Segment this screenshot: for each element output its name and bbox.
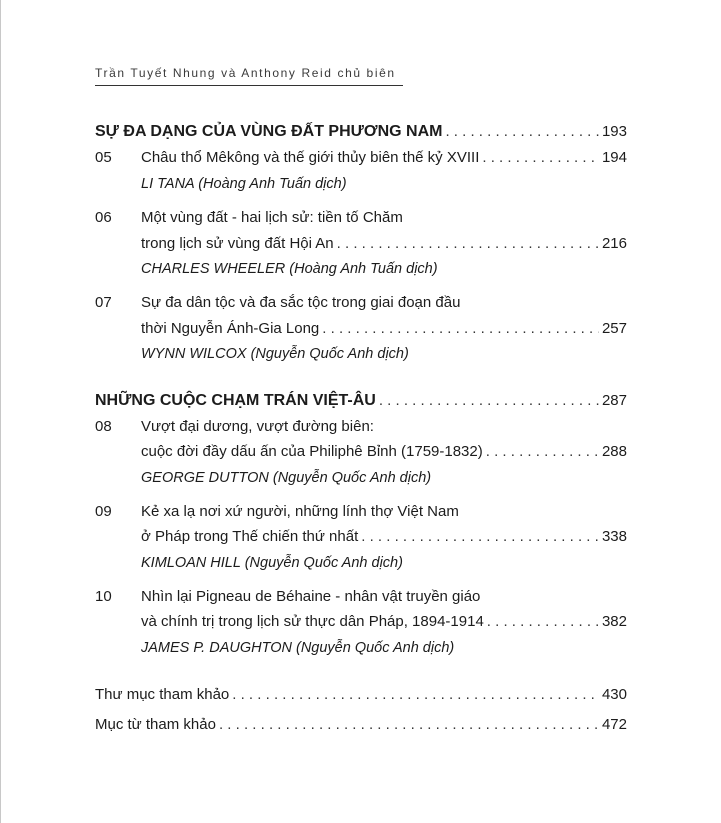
- dot-leader: [487, 612, 599, 632]
- author-name: CHARLES WHEELER: [141, 261, 286, 277]
- author-name: LI TANA: [141, 176, 195, 192]
- chapter-title-line-1: Vượt đại dương, vượt đường biên:: [141, 418, 374, 435]
- dot-leader: [232, 685, 599, 705]
- chapter-title-line-1: Một vùng đất - hai lịch sử: tiền tố Chăm: [141, 209, 403, 226]
- toc-chapter-06-line-2[interactable]: [141, 234, 627, 254]
- toc-chapter-07-line-2[interactable]: [141, 319, 627, 339]
- chapter-title-line-2: ở Pháp trong Thế chiến thứ nhất: [141, 528, 359, 545]
- page-number: 472: [601, 716, 627, 733]
- author-name: WYNN WILCOX: [141, 346, 247, 362]
- chapter-number: 08: [95, 418, 112, 435]
- running-head: Trần Tuyết Nhung và Anthony Reid chủ biên: [95, 66, 396, 80]
- toc-section-2[interactable]: [95, 391, 627, 411]
- chapter-author: [141, 344, 409, 364]
- chapter-author: [141, 174, 347, 194]
- dot-leader: [486, 442, 599, 462]
- translator: (Nguyễn Quốc Anh dịch): [250, 346, 409, 362]
- toc-chapter-09[interactable]: [95, 502, 627, 522]
- chapter-author: [141, 259, 438, 279]
- page-left-edge: [0, 0, 1, 823]
- backmatter-title: Mục từ tham khảo: [95, 716, 216, 733]
- dot-leader: [337, 234, 599, 254]
- author-name: JAMES P. DAUGHTON: [141, 640, 292, 656]
- toc-chapter-05[interactable]: [95, 148, 627, 168]
- page-number: 194: [601, 149, 627, 166]
- chapter-title-line-1: Kẻ xa lạ nơi xứ người, những lính thợ Việt Nam: [141, 503, 459, 520]
- section-title: SỰ ĐA DẠNG CỦA VÙNG ĐẤT PHƯƠNG NAM: [95, 123, 443, 140]
- translator: (Hoàng Anh Tuấn dịch): [198, 176, 347, 192]
- author-name: GEORGE DUTTON: [141, 470, 269, 486]
- dot-leader: [379, 391, 599, 411]
- chapter-number: 10: [95, 588, 112, 605]
- page-number: 338: [601, 528, 627, 545]
- toc-chapter-06[interactable]: [95, 208, 627, 228]
- author-name: KIMLOAN HILL: [141, 555, 241, 571]
- dot-leader: [445, 122, 599, 142]
- toc-index[interactable]: [95, 715, 627, 735]
- chapter-number: 07: [95, 294, 112, 311]
- chapter-title-line-2: và chính trị trong lịch sử thực dân Pháp, 1894-1914: [141, 613, 484, 630]
- translator: (Nguyễn Quốc Anh dịch): [272, 470, 432, 486]
- dot-leader: [219, 715, 599, 735]
- translator: (Nguyễn Quốc Anh dịch): [295, 640, 455, 656]
- toc-chapter-07[interactable]: [95, 293, 627, 313]
- toc-chapter-09-line-2[interactable]: [141, 527, 627, 547]
- page-number: 430: [601, 686, 627, 703]
- chapter-author: [141, 638, 454, 658]
- backmatter-title: Thư mục tham khảo: [95, 686, 230, 703]
- dot-leader: [322, 319, 599, 339]
- translator: (Hoàng Anh Tuấn dịch): [289, 261, 438, 277]
- page-number: 257: [601, 320, 627, 337]
- page-number: 287: [601, 392, 627, 409]
- chapter-title-line-2: cuộc đời đầy dấu ấn của Philiphê Bỉnh (1759-1832): [141, 443, 483, 460]
- toc-section-1[interactable]: [95, 122, 627, 142]
- page-number: 193: [601, 123, 627, 140]
- toc-chapter-08-line-2[interactable]: [141, 442, 627, 462]
- chapter-number: 05: [95, 149, 112, 166]
- chapter-number: 09: [95, 503, 112, 520]
- section-title: NHỮNG CUỘC CHẠM TRÁN VIỆT-ÂU: [95, 392, 376, 409]
- toc-chapter-08[interactable]: [95, 417, 627, 437]
- running-head-rule: [95, 85, 403, 86]
- page-number: 382: [601, 613, 627, 630]
- chapter-title-line-2: thời Nguyễn Ánh-Gia Long: [141, 320, 320, 337]
- translator: (Nguyễn Quốc Anh dịch): [244, 555, 403, 571]
- dot-leader: [361, 527, 599, 547]
- toc-chapter-10-line-2[interactable]: [141, 612, 627, 632]
- chapter-title: Châu thổ Mêkông và thế giới thủy biên thế kỷ XVIII: [141, 149, 480, 166]
- chapter-title-line-2: trong lịch sử vùng đất Hội An: [141, 235, 334, 252]
- chapter-number: 06: [95, 209, 112, 226]
- chapter-title-line-1: Sự đa dân tộc và đa sắc tộc trong giai đoạn đầu: [141, 294, 461, 311]
- chapter-title-line-1: Nhìn lại Pigneau de Béhaine - nhân vật truyền giáo: [141, 588, 481, 605]
- page-number: 216: [601, 235, 627, 252]
- dot-leader: [482, 148, 599, 168]
- toc-bibliography[interactable]: [95, 685, 627, 705]
- chapter-author: [141, 553, 403, 573]
- toc-chapter-10[interactable]: [95, 587, 627, 607]
- page-number: 288: [601, 443, 627, 460]
- chapter-author: [141, 468, 431, 488]
